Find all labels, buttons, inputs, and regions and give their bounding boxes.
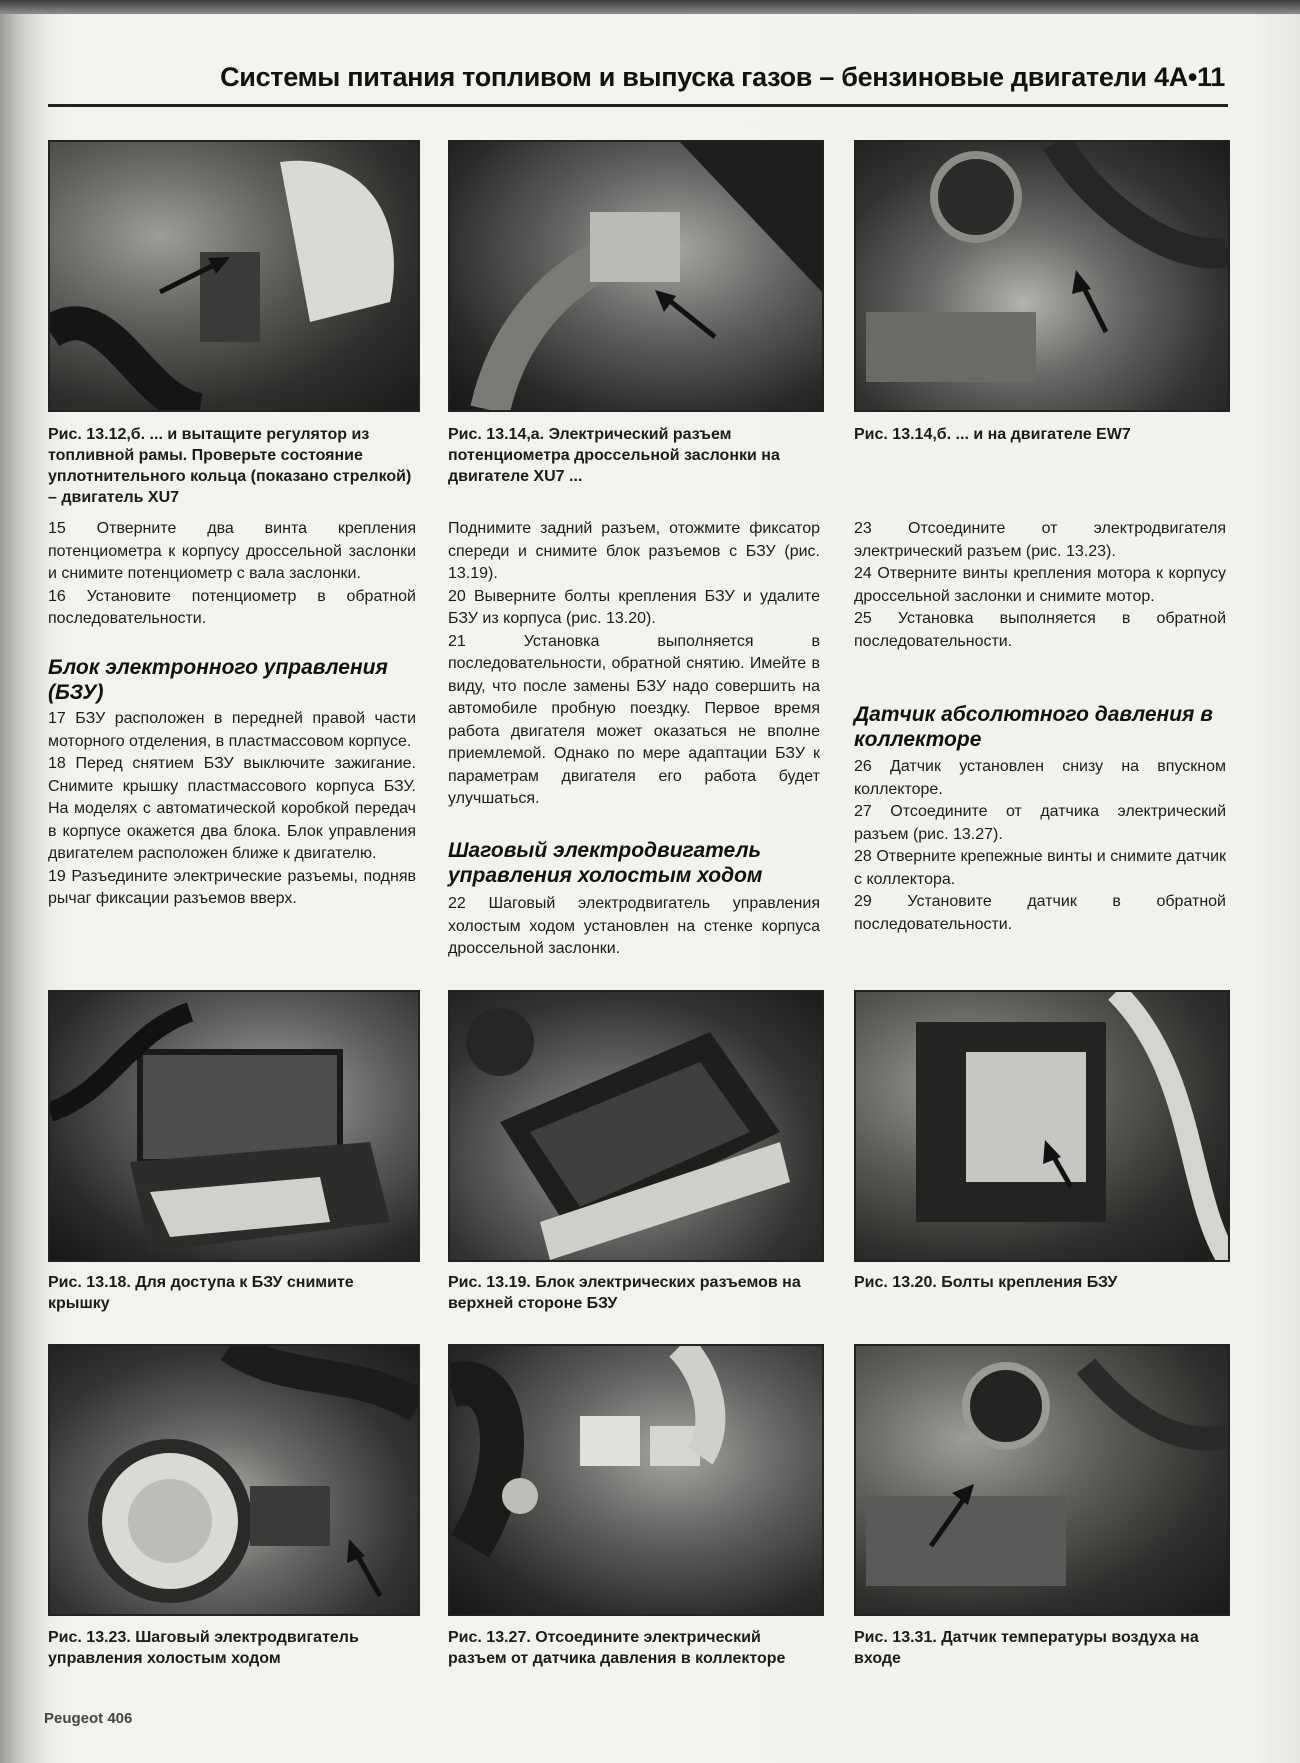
caption-fig-13-19: Рис. 13.19. Блок электрических разъемов на верхней стороне БЗУ xyxy=(448,1274,801,1312)
heading-idle-motor: Шаговый электродвигатель управления холостым ходом xyxy=(448,839,763,887)
para-23: 23 Отсоедините от электродвигателя электрический разъем (рис. 13.23). xyxy=(854,520,1226,560)
caption-fig-13-18: Рис. 13.18. Для доступа к БЗУ снимите крышку xyxy=(48,1274,354,1312)
photo-fig-13-20 xyxy=(854,990,1230,1262)
photo-fig-13-12b xyxy=(48,140,420,412)
caption-fig-13-12b: Рис. 13.12,б. ... и вытащите регулятор из топливной рамы. Проверьте состояние уплотнительного кольца (показано стрелкой) – двигатель XU7 xyxy=(48,426,412,506)
para-22: 22 Шаговый электродвигатель управления холостым ходом установлен на стенке корпуса дроссельной заслонки. xyxy=(448,895,820,957)
caption-fig-13-20: Рис. 13.20. Болты крепления БЗУ xyxy=(854,1274,1118,1291)
para-15: 15 Отверните два винта крепления потенциометра к корпусу дроссельной заслонки и снимите потенциометр с вала заслонки. xyxy=(48,520,416,582)
para-24: 24 Отверните винты крепления мотора к корпусу дроссельной заслонки и снимите мотор. xyxy=(854,565,1226,605)
col1-upper xyxy=(48,518,416,631)
page-header-title: Системы питания топливом и выпуска газов – бензиновые двигатели 4A•11 xyxy=(220,62,1225,92)
para-25: 25 Установка выполняется в обратной последовательности. xyxy=(854,610,1226,650)
para-20: 20 Выверните болты крепления БЗУ и удалите БЗУ из корпуса (рис. 13.20). xyxy=(448,587,820,627)
para-27: 27 Отсоедините от датчика электрический разъем (рис. 13.27). xyxy=(854,803,1226,843)
heading-bzu: Блок электронного управления (БЗУ) xyxy=(48,656,388,704)
caption-fig-13-14a: Рис. 13.14,а. Электрический разъем потенциометра дроссельной заслонки на двигателе XU7 ... xyxy=(448,426,780,485)
para-18: 18 Перед снятием БЗУ выключите зажигание. Снимите крышку пластмассового корпуса БЗУ. На моделях с автоматической коробкой передач в корпусе окажется два блока. Блок управления двигателем расположен ближе к двигателю. xyxy=(48,755,416,862)
caption-fig-13-14b: Рис. 13.14,б. ... и на двигателе EW7 xyxy=(854,426,1131,443)
col3-upper xyxy=(854,518,1226,653)
para-21: 21 Установка выполняется в последовательности, обратной снятию. Имейте в виду, что после замены БЗУ надо совершить на автомобиле пробную поездку. Первое время работа двигателя может оказаться не вполне приемлемой. Однако по мере адаптации БЗУ к параметрам двигателя его работа будет улучшаться. xyxy=(448,632,820,807)
col1-lower xyxy=(48,708,416,911)
photo-fig-13-14b xyxy=(854,140,1230,412)
photo-fig-13-27 xyxy=(448,1344,824,1616)
para-19: 19 Разъедините электрические разъемы, подняв рычаг фиксации разъемов вверх. xyxy=(48,867,416,907)
para-17: 17 БЗУ расположен в передней правой части моторного отделения, в пластмассовом корпусе. xyxy=(48,710,416,750)
caption-fig-13-27: Рис. 13.27. Отсоедините электрический разъем от датчика давления в коллекторе xyxy=(448,1629,786,1667)
col2-lower xyxy=(448,893,820,961)
header-rule xyxy=(48,104,1228,107)
para-28: 28 Отверните крепежные винты и снимите датчик с коллектора. xyxy=(854,848,1226,888)
para-26: 26 Датчик установлен снизу на впускном коллекторе. xyxy=(854,758,1226,798)
photo-fig-13-19 xyxy=(448,990,824,1262)
col2-upper xyxy=(448,518,820,811)
scan-edge xyxy=(0,0,1300,14)
caption-fig-13-23: Рис. 13.23. Шаговый электродвигатель управления холостым ходом xyxy=(48,1629,359,1667)
photo-fig-13-18 xyxy=(48,990,420,1262)
page-footer: Peugeot 406 xyxy=(44,1710,133,1727)
heading-map-sensor: Датчик абсолютного давления в коллекторе xyxy=(854,703,1213,751)
photo-fig-13-31 xyxy=(854,1344,1230,1616)
para-29: 29 Установите датчик в обратной последовательности. xyxy=(854,893,1226,933)
caption-fig-13-31: Рис. 13.31. Датчик температуры воздуха на входе xyxy=(854,1629,1199,1667)
col3-lower xyxy=(854,756,1226,936)
photo-fig-13-23 xyxy=(48,1344,420,1616)
para-16: 16 Установите потенциометр в обратной последовательности. xyxy=(48,587,416,627)
para-19-cont: Поднимите задний разъем, отожмите фиксатор спереди и снимите блок разъемов с БЗУ (рис. 13.19). xyxy=(448,520,820,582)
photo-fig-13-14a xyxy=(448,140,824,412)
